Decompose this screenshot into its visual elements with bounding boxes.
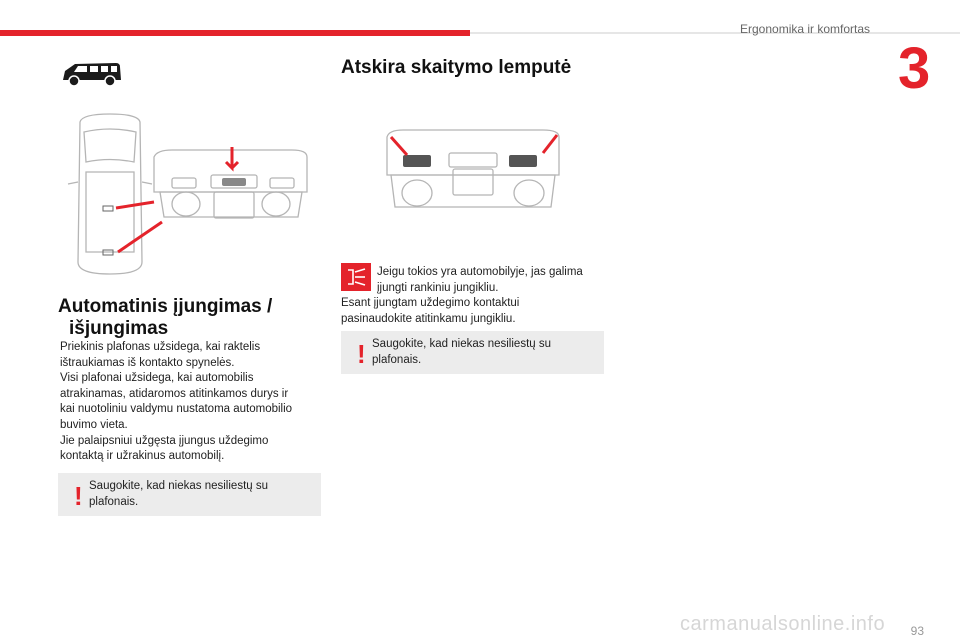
reading-lamp-heading: Atskira skaitymo lemputė — [341, 57, 572, 78]
warning-line: Saugokite, kad niekas nesiliestų su — [372, 338, 551, 350]
reading-lamp-diagram — [383, 125, 563, 215]
paragraph-line: buvimo vieta. — [60, 418, 128, 431]
reading-lamp-icon — [341, 263, 371, 291]
warning-line: plafonais. — [372, 353, 422, 366]
paragraph-line: Visi plafonai užsidega, kai automobilis — [60, 372, 254, 385]
heading-line-1: Automatinis įjungimas / — [58, 296, 273, 317]
auto-switching-paragraph — [60, 340, 292, 465]
warning-box-right — [341, 331, 604, 374]
paragraph-line: ištraukiamas iš kontakto spynelės. — [60, 356, 235, 369]
warning-line: plafonais. — [89, 495, 139, 508]
reading-lamp-note — [377, 265, 583, 296]
warning-box-left — [58, 473, 321, 516]
warning-text — [89, 479, 268, 510]
paragraph-line: pasinaudokite atitinkamu jungikliu. — [341, 312, 516, 325]
warning-icon: ! — [74, 481, 83, 511]
note-line: Jeigu tokios yra automobilyje, jas galima — [377, 266, 583, 278]
header-grey-rule — [470, 32, 960, 34]
warning-line: Saugokite, kad niekas nesiliestų su — [89, 480, 268, 492]
section-title: Ergonomika ir komfortas — [740, 22, 871, 36]
heading-line-2: išjungimas — [69, 318, 169, 339]
paragraph-line: Priekinis plafonas užsidega, kai raktelis — [60, 341, 261, 353]
paragraph-line: kai nuotoliniu valdymu nustatoma automobilio — [60, 403, 293, 416]
paragraph-line: atrakinamas, atidaromos atitinkamos durys ir — [60, 387, 289, 400]
warning-icon: ! — [357, 339, 366, 369]
chapter-number: 3 — [898, 36, 931, 101]
page-number: 93 — [910, 624, 924, 638]
warning-text — [372, 337, 551, 368]
paragraph-line: Jie palaipsniui užgęsta įjungus uždegimo — [60, 434, 269, 447]
paragraph-line: Esant įjungtam uždegimo kontaktui — [341, 297, 520, 309]
reading-lamp-paragraph — [341, 296, 519, 327]
auto-switching-heading — [58, 296, 318, 340]
header-red-bar — [0, 30, 470, 36]
paragraph-line: kontaktą ir užrakinus automobilį. — [60, 450, 225, 463]
van-icon — [60, 58, 124, 90]
watermark: carmanualsonline.info — [680, 613, 886, 635]
plafond-location-diagram — [62, 112, 312, 277]
note-line: įjungti rankiniu jungikliu. — [377, 281, 499, 294]
